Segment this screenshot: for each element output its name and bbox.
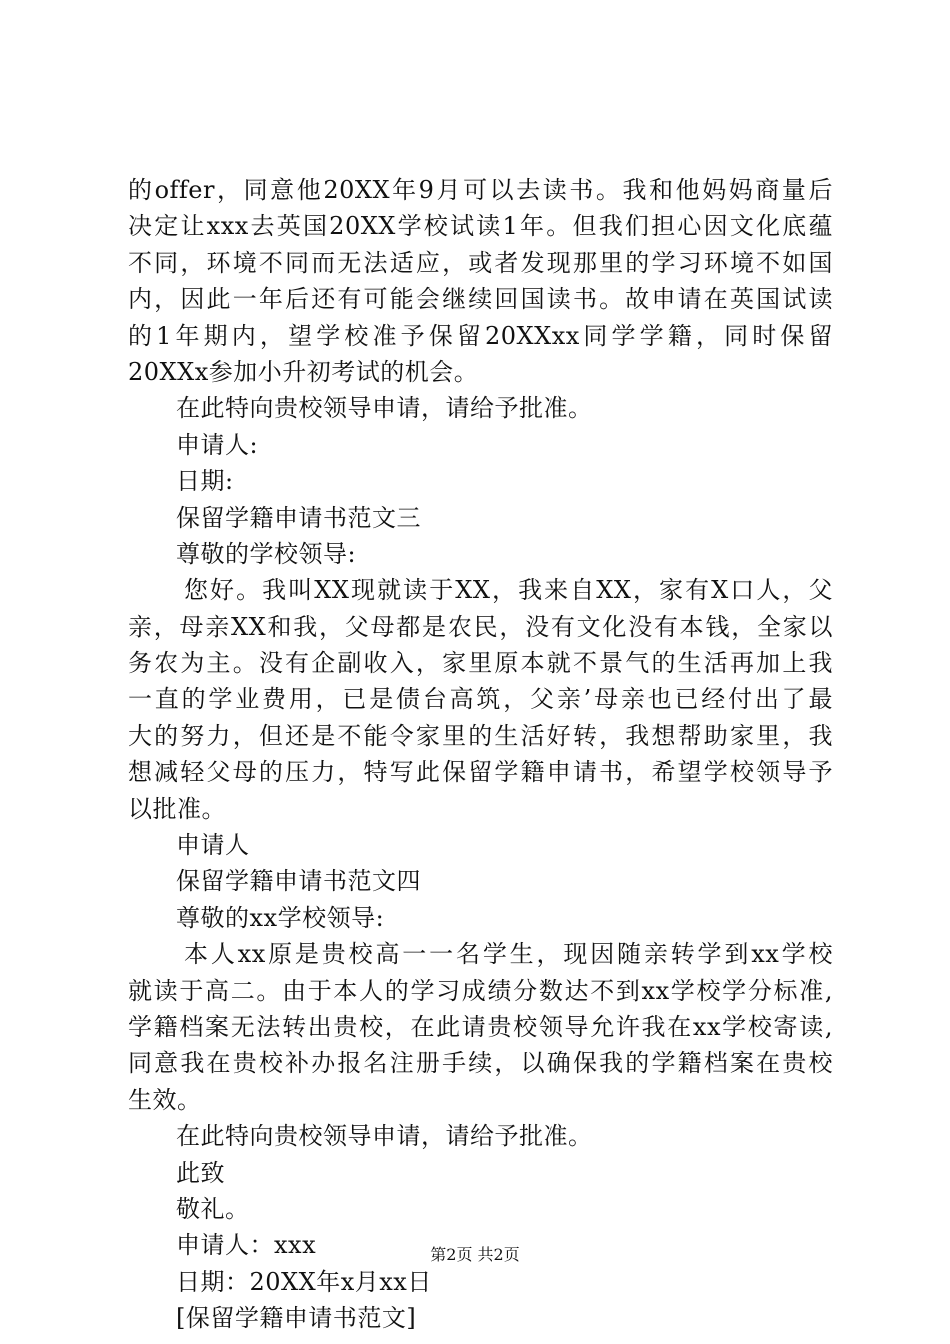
text-line: 的1年期内，望学校准予保留20XXxx同学学籍，同时保留 [128,321,833,350]
text-line: 想减轻父母的压力，特写此保留学籍申请书，希望学校领导予 [128,758,833,787]
text-line: 务农为主。没有企副收入，家里原本就不景气的生活再加上我 [128,649,833,678]
text-line: 亲，母亲XX和我，父母都是农民，没有文化没有本钱，全家以 [128,612,833,641]
closing-line: 此致 [176,1158,225,1187]
text-line: 同意我在贵校补办报名注册手续，以确保我的学籍档案在贵校 [128,1049,833,1078]
text-line: 本人xx原是贵校高一一名学生，现因随亲转学到xx学校 [184,940,833,969]
closing-line: 敬礼。 [176,1194,250,1223]
text-line: 一直的学业费用，已是债台高筑，父亲’母亲也已经付出了最 [128,685,833,714]
section-heading: 保留学籍申请书范文四 [176,867,421,896]
text-line: 学籍档案无法转出贵校，在此请贵校领导允许我在xx学校寄读, [128,1012,833,1041]
section-heading: 保留学籍申请书范文三 [176,503,421,532]
document-body [128,172,833,1337]
paragraph-three [128,572,833,827]
salutation: 尊敬的xx学校领导: [176,903,385,932]
text-line: 以批准。 [128,794,226,823]
applicant-label: 申请人: [176,430,259,459]
text-line: 不同，环境不同而无法适应，或者发现那里的学习环境不如国 [128,248,833,277]
text-line: 内，因此一年后还有可能会继续回国读书。故申请在英国试读 [128,285,833,314]
text-line: 的offer，同意他20XX年9月可以去读书。我和他妈妈商量后 [128,176,833,204]
request-line: 在此特向贵校领导申请，请给予批准。 [176,394,593,423]
text-line: 就读于高二。由于本人的学习成绩分数达不到xx学校学分标准, [128,976,833,1005]
text-line: 您好。我叫XX现就读于XX，我来自XX，家有X口人，父 [184,576,833,605]
text-line: 决定让xxx去英国20XX学校试读1年。但我们担心因文化底蕴 [128,212,833,241]
paragraph-four [128,936,833,1118]
paragraph-continuation [128,172,833,390]
document-tag: [保留学籍申请书范文] [176,1304,417,1333]
date-label: 日期: [176,467,234,496]
date-signature: 日期：20XX年x月xx日 [176,1267,432,1296]
page-number: 第2页 共2页 [430,1245,520,1264]
applicant-label: 申请人 [176,831,250,860]
applicant-signature: 申请人：xxx [176,1231,317,1260]
text-line: 大的努力，但还是不能令家里的生活好转，我想帮助家里，我 [128,721,833,750]
salutation: 尊敬的学校领导: [176,539,357,568]
page-footer [0,1244,950,1266]
text-line: 生效。 [128,1085,202,1114]
text-line: 20XXx参加小升初考试的机会。 [128,357,479,386]
request-line: 在此特向贵校领导申请，请给予批准。 [176,1122,593,1151]
